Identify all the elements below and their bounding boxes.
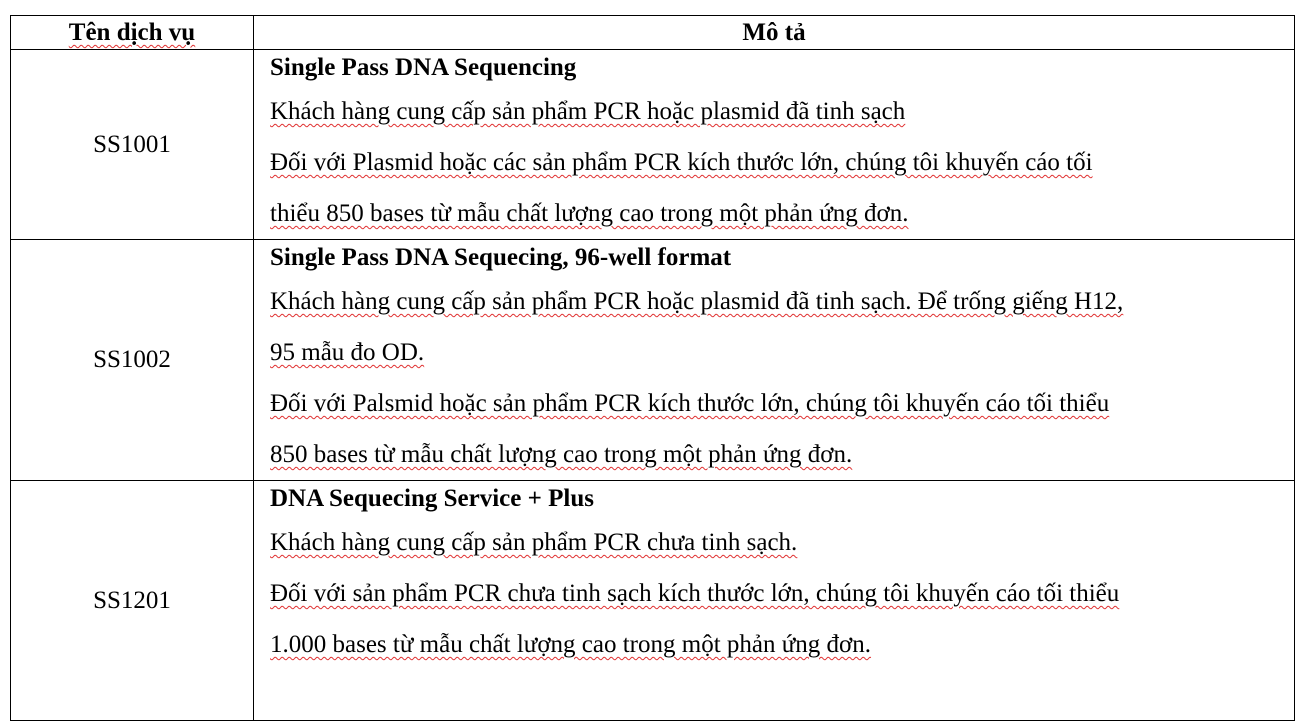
table-row — [11, 50, 1295, 240]
service-description — [254, 240, 1295, 481]
description-line: thiểu 850 bases từ mẫu chất lượng cao trong một phản ứng đơn. — [270, 200, 909, 227]
service-title: Single Pass DNA Sequecing, 96-well format — [270, 244, 732, 271]
service-code: SS1002 — [11, 240, 254, 481]
header-description: Mô tả — [254, 16, 1295, 50]
service-code: SS1001 — [11, 50, 254, 240]
table-row — [11, 481, 1295, 721]
description-line: 850 bases từ mẫu chất lượng cao trong một phản ứng đơn. — [270, 441, 853, 468]
description-line: Khách hàng cung cấp sản phẩm PCR chưa tinh sạch. — [270, 529, 798, 556]
service-title: DNA Sequecing Service + Plus — [270, 485, 594, 512]
description-line: Đối với sản phẩm PCR chưa tinh sạch kích thước lớn, chúng tôi khuyến cáo tối thiểu — [270, 580, 1120, 607]
service-table — [10, 15, 1295, 721]
header-row — [11, 16, 1295, 50]
header-service-name: Tên dịch vụ — [11, 16, 254, 50]
description-line: Đối với Plasmid hoặc các sản phẩm PCR kích thước lớn, chúng tôi khuyến cáo tối — [270, 149, 1093, 176]
description-line: 1.000 bases từ mẫu chất lượng cao trong một phản ứng đơn. — [270, 631, 872, 658]
service-description — [254, 481, 1295, 721]
description-line: Đối với Palsmid hoặc sản phẩm PCR kích thước lớn, chúng tôi khuyến cáo tối thiểu — [270, 390, 1110, 417]
description-line: Khách hàng cung cấp sản phẩm PCR hoặc plasmid đã tinh sạch — [270, 98, 906, 125]
table-row — [11, 240, 1295, 481]
service-code: SS1201 — [11, 481, 254, 721]
service-description — [254, 50, 1295, 240]
description-line: Khách hàng cung cấp sản phẩm PCR hoặc plasmid đã tinh sạch. Để trống giếng H12, — [270, 288, 1124, 315]
description-line: 95 mẫu đo OD. — [270, 339, 425, 366]
service-title: Single Pass DNA Sequencing — [270, 54, 577, 81]
